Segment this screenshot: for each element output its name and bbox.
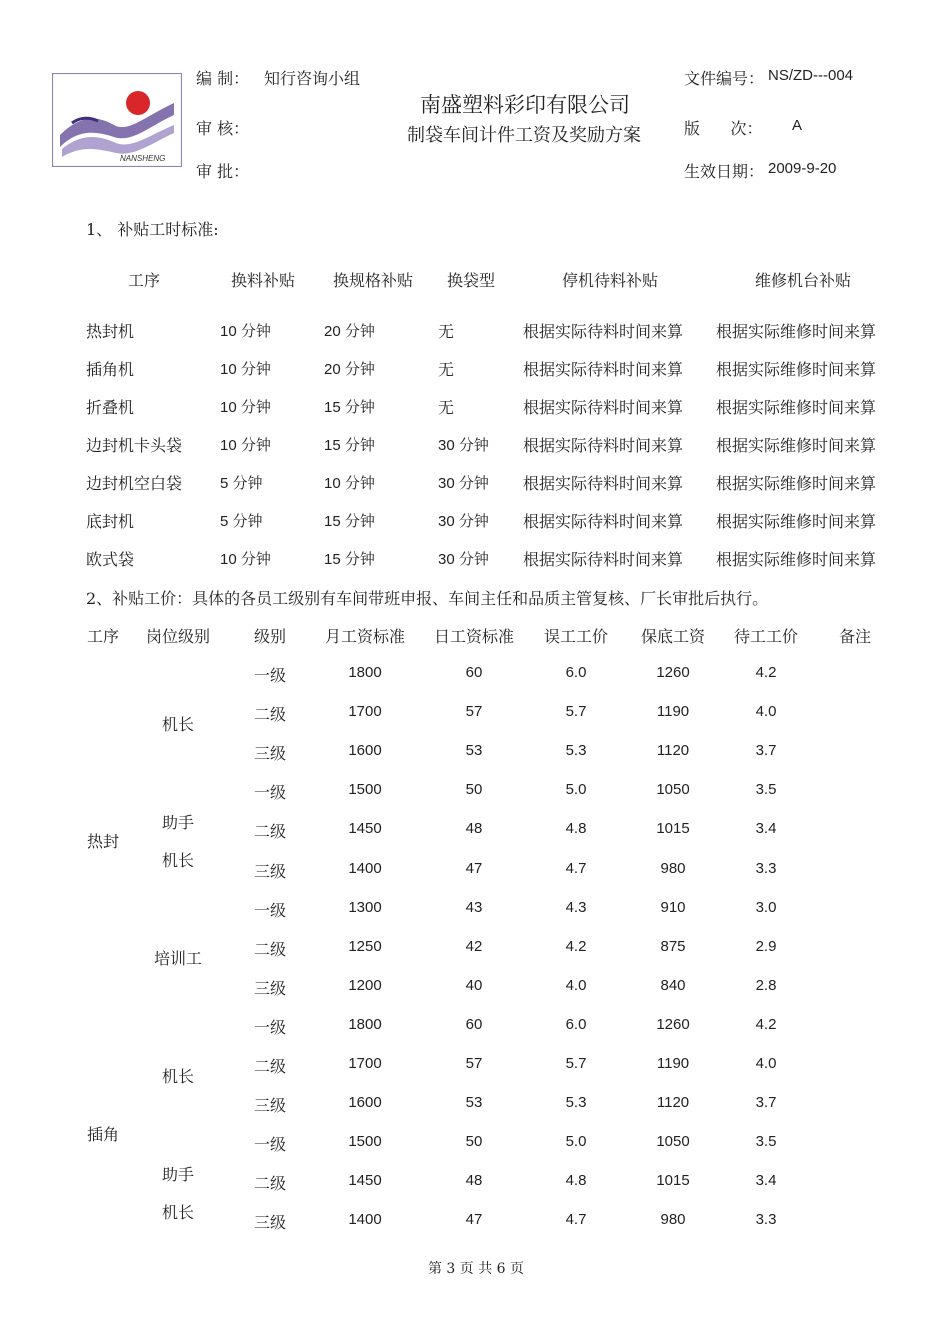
wage-level: 二级 <box>253 1174 287 1194</box>
wage-cell: 6.0 <box>565 1015 587 1033</box>
wage-cell: 1015 <box>656 1172 690 1190</box>
wage-cell: 1190 <box>656 703 690 721</box>
wage-cell: 5.7 <box>565 703 587 721</box>
wage-cell: 5.0 <box>565 781 587 799</box>
wage-cell: 1800 <box>348 664 382 681</box>
wage-cell: 4.2 <box>565 937 587 955</box>
header-version-value: A <box>792 117 803 134</box>
wage-cell: 53 <box>465 1094 483 1112</box>
wage-cell: 5.0 <box>565 1133 587 1151</box>
sub-table-cell: 无 <box>438 322 455 341</box>
sub-table-cell: 10 分钟 <box>220 437 271 454</box>
wage-position: 机长 <box>161 850 195 870</box>
sub-table-cell: 30 分钟 <box>438 475 489 492</box>
wage-cell: 1050 <box>656 781 690 799</box>
page-number: 第 3 页 共 6 页 <box>427 1261 525 1277</box>
wage-cell: 1120 <box>656 742 690 760</box>
logo-text: NANSHENG <box>120 154 166 163</box>
wage-table-header-2: 级别 <box>253 627 287 646</box>
wage-table-header-5: 误工工价 <box>543 627 609 646</box>
sub-table-cell: 根据实际维修时间来算 <box>716 436 877 455</box>
wage-cell: 48 <box>465 1172 483 1190</box>
sub-table-header-4: 停机待料补贴 <box>561 271 659 290</box>
wage-position: 培训工 <box>153 949 203 969</box>
wage-cell: 4.3 <box>565 898 587 916</box>
sub-table-cell: 10 分钟 <box>220 361 271 378</box>
wage-cell: 43 <box>465 898 483 916</box>
sub-table-process: 插角机 <box>86 360 135 379</box>
wage-cell: 1400 <box>348 1211 382 1229</box>
wage-cell: 5.3 <box>565 1094 587 1112</box>
sub-table-header-2: 换规格补贴 <box>332 271 414 290</box>
sub-table-process: 欧式袋 <box>86 550 135 569</box>
header-effective-label: 生效日期： <box>684 162 765 181</box>
wage-table-header-6: 保底工资 <box>640 627 706 646</box>
sub-table-header-3: 换袋型 <box>446 271 496 290</box>
wage-position: 机长 <box>161 1066 195 1086</box>
wage-cell: 910 <box>660 898 686 916</box>
wage-cell: 980 <box>660 859 686 877</box>
wage-cell: 1120 <box>656 1094 690 1112</box>
wage-cell: 1450 <box>348 820 382 838</box>
wage-cell: 4.2 <box>755 664 777 681</box>
wage-cell: 1800 <box>348 1015 382 1033</box>
wage-position: 助手 <box>161 812 195 832</box>
wage-cell: 5.3 <box>565 742 587 760</box>
sub-table-cell: 15 分钟 <box>324 399 375 416</box>
wage-cell: 1600 <box>348 742 382 760</box>
wage-table-header-7: 待工工价 <box>733 627 799 646</box>
wage-level: 二级 <box>253 705 287 725</box>
wage-cell: 48 <box>465 820 483 838</box>
wage-cell: 47 <box>465 1211 483 1229</box>
wage-cell: 40 <box>465 976 483 994</box>
wage-cell: 60 <box>465 1015 483 1033</box>
wage-cell: 3.7 <box>755 742 777 760</box>
sub-table-cell: 根据实际待料时间来算 <box>523 398 684 417</box>
wage-cell: 1015 <box>656 820 690 838</box>
wage-cell: 1500 <box>348 1133 382 1151</box>
sub-table-cell: 30 分钟 <box>438 437 489 454</box>
sub-table-cell: 10 分钟 <box>220 399 271 416</box>
wage-level: 一级 <box>253 783 287 803</box>
sub-table-cell: 无 <box>438 398 455 417</box>
header-docno-value: NS/ZD---004 <box>768 67 854 84</box>
sub-table-cell: 15 分钟 <box>324 551 375 568</box>
sub-table-cell: 根据实际待料时间来算 <box>523 322 684 341</box>
sub-table-cell: 5 分钟 <box>220 475 263 492</box>
wage-level: 三级 <box>253 744 287 764</box>
wage-cell: 47 <box>465 859 483 877</box>
sub-table-cell: 根据实际维修时间来算 <box>716 398 877 417</box>
document-title: 制袋车间计件工资及奖励方案 <box>407 125 641 146</box>
sub-table-cell: 根据实际维修时间来算 <box>716 474 877 493</box>
sub-table-cell: 5 分钟 <box>220 513 263 530</box>
wage-position: 机长 <box>161 1202 195 1222</box>
sub-table-cell: 20 分钟 <box>324 323 375 340</box>
sub-table-cell: 无 <box>438 360 455 379</box>
wage-cell: 4.8 <box>565 820 587 838</box>
sub-table-cell: 10 分钟 <box>324 475 375 492</box>
company-logo <box>52 73 182 167</box>
sub-table-cell: 20 分钟 <box>324 361 375 378</box>
wage-table-header-4: 日工资标准 <box>433 627 515 646</box>
sub-table-header-0: 工序 <box>127 271 161 290</box>
sub-table-process: 底封机 <box>86 512 135 531</box>
wage-cell: 980 <box>660 1211 686 1229</box>
wage-cell: 1600 <box>348 1094 382 1112</box>
wage-process: 热封 <box>86 831 120 851</box>
wage-position: 助手 <box>161 1164 195 1184</box>
wage-level: 二级 <box>253 939 287 959</box>
wage-cell: 57 <box>465 1055 483 1072</box>
wage-cell: 3.4 <box>755 820 777 838</box>
wage-cell: 1250 <box>348 937 382 955</box>
wage-cell: 42 <box>465 937 483 955</box>
section2-title: 2、补贴工价：具体的各员工级别有车间带班申报、车间主任和品质主管复核、厂长审批后执行。 <box>86 589 769 608</box>
wage-level: 三级 <box>253 861 287 881</box>
wage-cell: 3.5 <box>755 1133 777 1151</box>
sub-table-header-1: 换料补贴 <box>230 271 296 290</box>
wage-cell: 50 <box>465 1133 483 1151</box>
sub-table-process: 边封机卡头袋 <box>86 436 183 455</box>
sub-table-cell: 30 分钟 <box>438 551 489 568</box>
sub-table-header-5: 维修机台补贴 <box>754 271 852 290</box>
wage-cell: 4.2 <box>755 1015 777 1033</box>
wage-cell: 1500 <box>348 781 382 799</box>
header-prepared-value: 知行咨询小组 <box>264 69 361 88</box>
wage-cell: 60 <box>465 664 483 681</box>
wage-table-header-8: 备注 <box>838 627 872 646</box>
wage-cell: 3.3 <box>755 1211 777 1229</box>
wage-cell: 4.7 <box>565 1211 587 1229</box>
wage-cell: 6.0 <box>565 664 587 681</box>
wage-level: 一级 <box>253 900 287 920</box>
sub-table-cell: 15 分钟 <box>324 513 375 530</box>
sub-table-cell: 根据实际待料时间来算 <box>523 550 684 569</box>
wage-level: 一级 <box>253 1017 287 1037</box>
sub-table-cell: 10 分钟 <box>220 323 271 340</box>
sub-table-cell: 根据实际维修时间来算 <box>716 322 877 341</box>
wage-cell: 3.0 <box>755 898 777 916</box>
sub-table-cell: 根据实际维修时间来算 <box>716 360 877 379</box>
wage-table-header-0: 工序 <box>86 627 120 646</box>
wage-cell: 57 <box>465 703 483 721</box>
wage-cell: 1050 <box>656 1133 690 1151</box>
wage-table-header-3: 月工资标准 <box>324 627 406 646</box>
wage-level: 一级 <box>253 666 287 685</box>
company-name: 南盛塑料彩印有限公司 <box>420 93 630 117</box>
header-docno-label: 文件编号： <box>684 69 765 88</box>
wage-cell: 1400 <box>348 859 382 877</box>
wage-cell: 50 <box>465 781 483 799</box>
wage-cell: 1700 <box>348 703 382 721</box>
wage-cell: 4.7 <box>565 859 587 877</box>
wage-level: 二级 <box>253 1057 287 1076</box>
wage-cell: 1450 <box>348 1172 382 1190</box>
wage-cell: 4.8 <box>565 1172 587 1190</box>
sub-table-cell: 根据实际维修时间来算 <box>716 550 877 569</box>
sub-table-cell: 10 分钟 <box>220 551 271 568</box>
wage-cell: 4.0 <box>755 703 777 721</box>
sub-table-cell: 30 分钟 <box>438 513 489 530</box>
section1-title: 1、 补贴工时标准: <box>86 220 219 239</box>
header-prepared-label: 编 制： <box>196 69 250 88</box>
header-approved-label: 审 批： <box>196 162 250 181</box>
wage-cell: 2.8 <box>755 976 777 994</box>
sub-table-cell: 根据实际待料时间来算 <box>523 360 684 379</box>
sub-table-cell: 根据实际待料时间来算 <box>523 436 684 455</box>
sub-table-cell: 根据实际待料时间来算 <box>523 474 684 493</box>
header-version-label: 版 次： <box>684 119 763 138</box>
wage-cell: 1190 <box>656 1055 690 1072</box>
sub-table-process: 边封机空白袋 <box>86 474 183 493</box>
wage-level: 三级 <box>253 1213 287 1233</box>
wage-cell: 4.0 <box>565 976 587 994</box>
header-effective-value: 2009-9-20 <box>768 160 837 177</box>
sub-table-process: 热封机 <box>86 322 135 341</box>
sub-table-cell: 15 分钟 <box>324 437 375 454</box>
wage-level: 三级 <box>253 1096 287 1116</box>
wage-cell: 1700 <box>348 1055 382 1072</box>
wage-level: 二级 <box>253 822 287 842</box>
wage-cell: 875 <box>660 937 686 955</box>
wage-level: 一级 <box>253 1135 287 1155</box>
wage-cell: 1260 <box>656 664 690 681</box>
wage-cell: 3.7 <box>755 1094 777 1112</box>
wage-cell: 3.5 <box>755 781 777 799</box>
wage-cell: 1200 <box>348 976 382 994</box>
wage-cell: 840 <box>660 976 686 994</box>
wage-cell: 2.9 <box>755 937 777 955</box>
sub-table-cell: 根据实际待料时间来算 <box>523 512 684 531</box>
sub-table-process: 折叠机 <box>86 398 135 417</box>
wage-cell: 1300 <box>348 898 382 916</box>
header-reviewed-label: 审 核： <box>196 119 250 138</box>
wage-cell: 53 <box>465 742 483 760</box>
wage-position: 机长 <box>161 714 195 734</box>
wage-cell: 3.4 <box>755 1172 777 1190</box>
wage-level: 三级 <box>253 978 287 998</box>
sub-table-cell: 根据实际维修时间来算 <box>716 512 877 531</box>
wage-cell: 3.3 <box>755 859 777 877</box>
wage-cell: 4.0 <box>755 1055 777 1072</box>
wage-process: 插角 <box>86 1125 120 1145</box>
wage-table-header-1: 岗位级别 <box>145 627 211 646</box>
wage-cell: 5.7 <box>565 1055 587 1072</box>
wage-cell: 1260 <box>656 1015 690 1033</box>
